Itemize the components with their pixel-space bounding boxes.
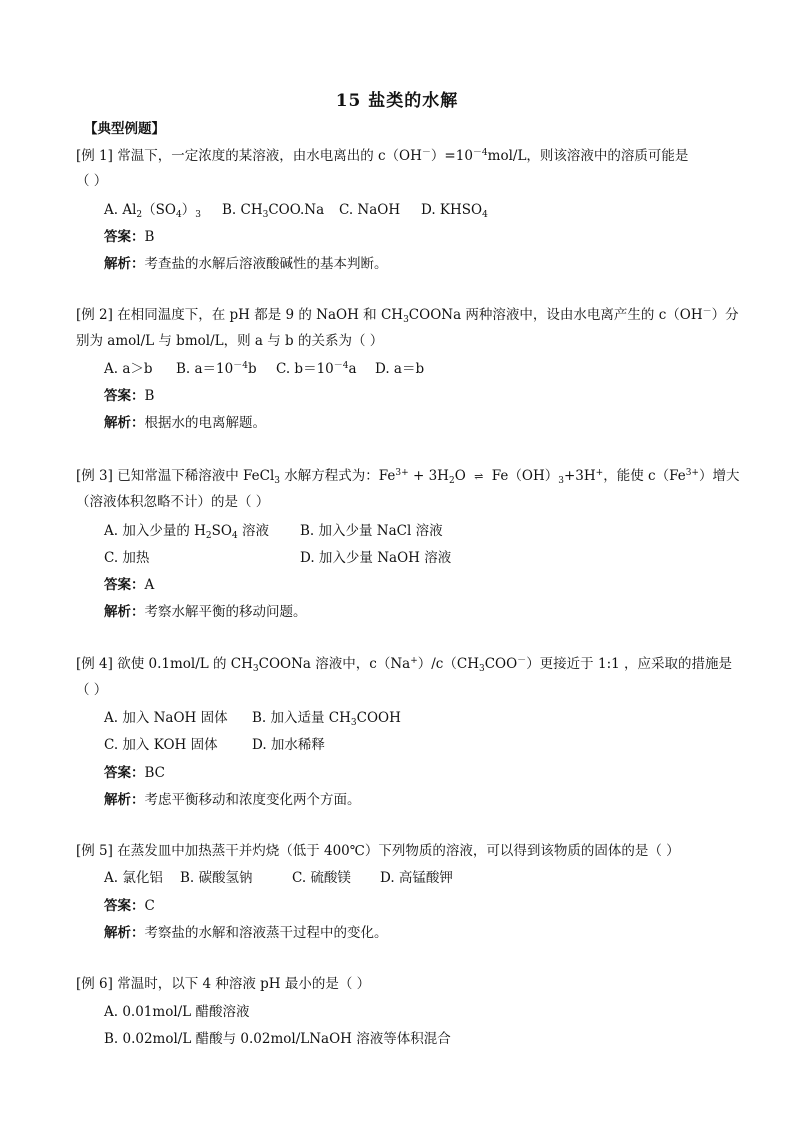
equilibrium-arrow-icon: ⇌	[474, 470, 484, 483]
q3-answer: 答案：A	[104, 577, 155, 593]
q3-option-a: A. 加入少量的 $H_2SO_4$ 溶液	[104, 523, 269, 541]
q2-options	[104, 360, 424, 378]
q5-answer: 答案：C	[104, 898, 155, 914]
q4-options-row1	[104, 709, 401, 727]
q4-option-b: B. 加入适量 $CH_3COOH$	[252, 710, 401, 728]
q6-stem: [例 6] 常温时，以下 4 种溶液 pH 最小的是（ ）	[76, 976, 371, 992]
q2-stem: [例 2] 在相同温度下，在 pH 都是 9 的 NaOH 和 $CH_3COONa$ 两种溶液中，设由水电离产生的 c（OH－）分	[76, 307, 739, 325]
q4-option-d: D. 加水稀释	[252, 737, 325, 753]
q1-explanation: 解析：考查盐的水解后溶液酸碱性的基本判断。	[104, 256, 388, 272]
q2-explanation: 解析：根据水的电离解题。	[104, 415, 266, 431]
section-header: 【典型例题】	[84, 121, 165, 137]
q3-option-b: B. 加入少量 NaCl 溶液	[300, 523, 443, 539]
q5-option-a: A. 氯化铝	[104, 870, 163, 886]
q4-option-c: C. 加入 KOH 固体	[104, 737, 218, 753]
q4-stem: [例 4] 欲使 0.1mol/L 的 $CH_3COONa$ 溶液中，$c(Na^+)/c(CH_3COO^-)$更接近于 1:1 ，应采取的措施是	[76, 656, 732, 674]
q5-explanation: 解析：考察盐的水解和溶液蒸干过程中的变化。	[104, 925, 388, 941]
q4-answer: 答案：BC	[104, 765, 166, 781]
q5-option-d: D. 高锰酸钾	[380, 870, 453, 886]
q2-answer: 答案：B	[104, 388, 155, 404]
q1-answer: 答案：B	[104, 229, 155, 245]
q1-option-a: A. $Al_2(SO_4)_3$	[104, 202, 201, 220]
q6-option-a: A. 0.01mol/L 醋酸溶液	[104, 1004, 250, 1020]
q1-option-b: B. $CH_3COO.Na$	[222, 202, 325, 220]
q1-stem: [例 1] 常温下，一定浓度的某溶液，由水电离出的 $c(OH^-)=10^{-4}mol/L$，则该溶液中的溶质可能是	[76, 148, 689, 164]
q4-stem-line2: （ ）	[76, 682, 108, 698]
q4-options-row2	[104, 736, 325, 754]
q4-option-a: A. 加入 NaOH 固体	[104, 710, 228, 726]
q2-option-d: D. a＝b	[375, 361, 425, 377]
q3-explanation: 解析：考察水解平衡的移动问题。	[104, 604, 307, 620]
q2-option-a: A. a＞b	[104, 361, 153, 377]
q1-option-c: C. NaOH	[339, 202, 401, 218]
q1-stem-line2: （ ）	[76, 173, 108, 189]
q3-option-d: D. 加入少量 NaOH 溶液	[300, 550, 452, 566]
q6-option-b: B. 0.02mol/L 醋酸与 0.02mol/LNaOH 溶液等体积混合	[104, 1031, 451, 1047]
q3-stem: [例 3] 已知常温下稀溶液中 FeCl$_3$ 水解方程式为：$Fe^{3+} + 3H_2O$ ⇌ $Fe(OH)_3+3H^+$，能使 $c(Fe^{3+})$增大	[76, 468, 740, 486]
q3-stem-line2: （溶液体积忽略不计）的是（ ）	[76, 494, 270, 510]
q5-stem: [例 5] 在蒸发皿中加热蒸干并灼烧（低于 400℃）下列物质的溶液，可以得到该物质的固体的是（ ）	[76, 843, 680, 859]
q1-option-d: D. $KHSO_4$	[421, 202, 488, 220]
q5-options	[104, 869, 453, 887]
page-title: 15 盐类的水解	[335, 91, 459, 111]
q3-options-row1	[104, 522, 443, 540]
q1-options	[104, 201, 488, 219]
q2-option-b: B. $a=10^{-4}b$	[176, 361, 257, 377]
q2-stem-line2: 别为 amol/L 与 bmol/L，则 a 与 b 的关系为（ ）	[76, 333, 384, 349]
q3-option-c: C. 加热	[104, 550, 150, 566]
q3-options-row2	[104, 549, 451, 567]
q4-explanation: 解析：考虑平衡移动和浓度变化两个方面。	[104, 792, 361, 808]
q2-option-c: C. $b=10^{-4}a$	[276, 361, 357, 377]
q5-option-b: B. 碳酸氢钠	[180, 870, 253, 886]
q5-option-c: C. 硫酸镁	[292, 870, 351, 886]
